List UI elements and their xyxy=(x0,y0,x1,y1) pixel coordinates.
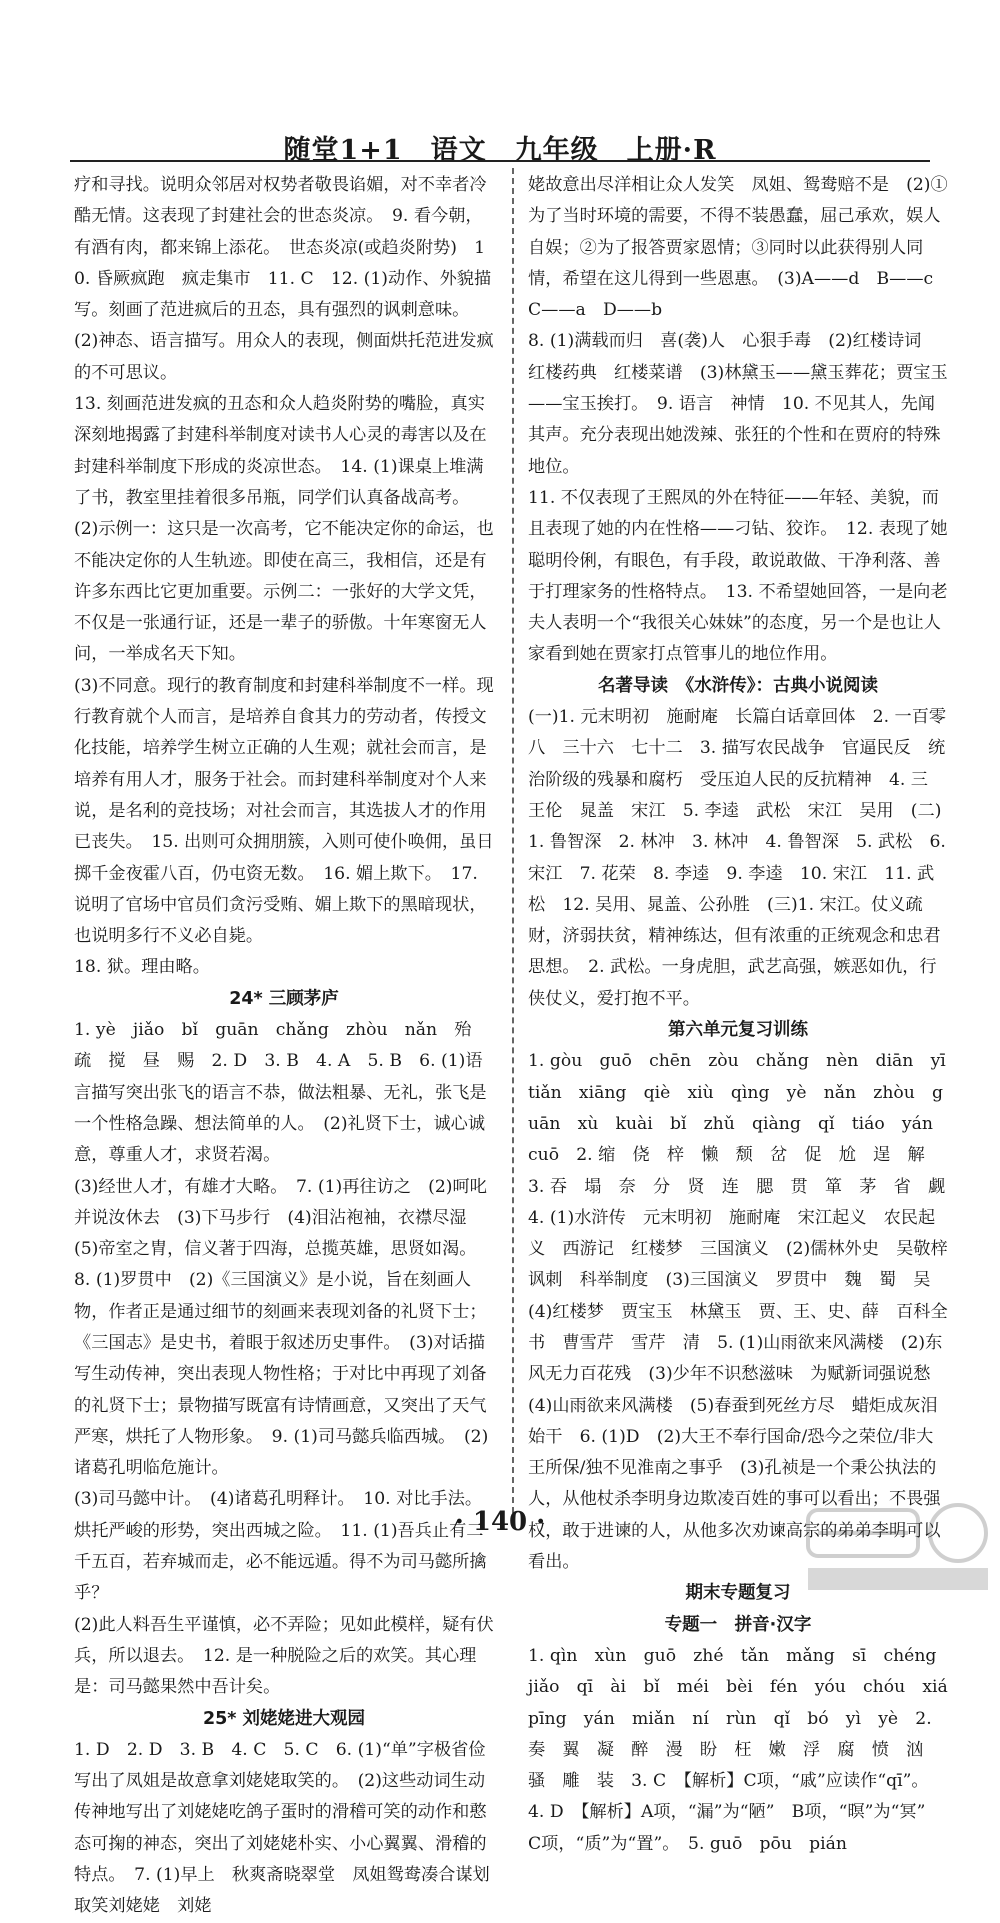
answer-paragraph: 8. (1)满载而归 喜(袭)人 心狠手毒 (2)红楼诗词 红楼药典 红楼菜谱 (3)林黛玉——黛玉葬花；贾宝玉——宝玉挨打。 9. 语言 神情 10. 不见其人，先闻其声。充分表现出她泼辣、张狂的个性和在贾府的特殊地位。 xyxy=(528,331,948,477)
section-title: 24* 三顾茅庐 xyxy=(229,988,339,1009)
header-rule xyxy=(70,160,930,162)
answer-paragraph: 疗和寻找。说明众邻居对权势者敬畏谄媚，对不幸者冷酷无情。这表现了封建社会的世态炎凉。 9. 看今朝，有酒有肉，都来锦上添花。 世态炎凉(或趋炎附势) 10. 昏厥疯跑 疯走集市 11. C 12. (1)动作、外貌描写。刻画了范进疯后的丑态，具有强烈的讽刺意味。 (2)神态、语言描写。用众人的表现，侧面烘托范进发疯的不可思议。 xyxy=(74,175,494,383)
answer-paragraph: (3)经世人才，有雄才大略。 7. (1)再往访之 (2)呵叱并说汝休去 (3)下马步行 (4)泪沾袍袖，衣襟尽湿 (5)帝室之胄，信义著于四海，总揽英雄，思贤如渴。 xyxy=(74,1176,487,1260)
answer-paragraph: (一)1. 元末明初 施耐庵 长篇白话章回体 2. 一百零八 三十六 七十二 3. 描写农民战争 官逼民反 统治阶级的残暴和腐朽 受压迫人民的反抗精神 4. 三 王伦 晁盖 宋江 5. 李逵 武松 宋江 吴用 (二)1. 鲁智深 2. 林冲 3. 林冲 4. 鲁智深 5. 武松 6. 宋江 7. 花荣 8. 李逵 9. 李逵 10. 宋江 11. 武松 12. 吴用、晁盖、公孙胜 (三)1. 宋江。仗义疏财，济弱扶贫，精神练达，但有浓重的正统观念和忠君思想。 2. 武松。一身虎胆，武艺高强，嫉恶如仇，行侠仗义，爱打抱不平。 xyxy=(528,707,947,1009)
page-header: 随堂1+1 语文 九年级 上册·R xyxy=(283,135,717,166)
answer-paragraph: 1. gòu guō chēn zòu chǎng nèn diān yī tiǎn xiāng qiè xiù qìng yè nǎn zhòu guān xù kuài bǐ zhǔ qiàng qǐ tiáo yán cuō 2. 缩 侥 梓 懒 颓 岔 促 尬 逞 解 3. 吞 塌 奈 分 贤 连 腮 贯 箪 茅 省 觑 4. (1)水浒传 元末明初 施耐庵 宋江起义 农民起义 西游记 红楼梦 三国演义 (2)儒林外史 吴敬梓 讽刺 科举制度 (3)三国演义 罗贯中 魏 蜀 吴 (4)红楼梦 贾宝玉 林黛玉 贾、王、史、薛 百科全书 曹雪芹 雪芹 清 5. (1)山雨欲来风满楼 (2)东风无力百花残 (3)少年不识愁滋味 为赋新词强说愁 (4)山雨欲来风满楼 (5)春蚕到死丝方尽 蜡炬成灰泪始干 6. (1)D (2)大王不奉行国命/恐今之荣位/非大王所保/独不见淮南之事乎 (3)孔祯是一个秉公执法的人，从他杖杀李明身边欺凌百姓的事可以看出；不畏强权，敢于进谏的人，从他多次劝谏高宗的弟弟李明可以看出。 xyxy=(528,1051,965,1573)
answer-paragraph: (3)司马懿中计。 (4)诸葛孔明释计。 10. 对比手法。烘托严峻的形势，突出西城之险。 11. (1)吾兵止有二千五百，若弃城而走，必不能远遁。得不为司马懿所擒乎？ xyxy=(74,1489,487,1604)
page-number: · 140 · xyxy=(454,1507,546,1537)
section-title: 第六单元复习训练 xyxy=(668,1020,808,1041)
answer-paragraph: 11. 不仅表现了王熙凤的外在特征——年轻、美貌，而且表现了她的内在性格——刁钻、狡诈。 12. 表现了她聪明伶俐，有眼色，有手段，敢说敢做、干净利落、善于打理家务的性格特点。 13. 不希望她回答，一是向老夫人表明一个“我很关心妹妹”的态度，另一个是也让人家看到她在贾家打点管事儿的地位作用。 xyxy=(528,487,948,665)
answer-paragraph: 1. yè jiǎo bǐ guān chǎng zhòu nǎn 殆 疏 搅 昼 赐 2. D 3. B 4. A 5. B 6. (1)语言描写突出张飞的语言不恭，做法粗暴、无礼，张飞是一个性格急躁、想法简单的人。 (2)礼贤下士，诚心诚意，尊重人才，求贤若渴。 xyxy=(74,1020,489,1166)
left-column xyxy=(74,170,494,1923)
answer-paragraph: 姥故意出尽洋相让众人发笑 凤姐、鸳鸯赔不是 (2)①为了当时环境的需要，不得不装愚蠢，屈己承欢，娱人自娱；②为了报答贾家恩情；③同时以此获得别人同情，希望在这儿得到一些恩惠。 (3)A——d B——c C——a D——b xyxy=(528,175,951,321)
answer-paragraph: 8. (1)罗贯中 (2)《三国演义》是小说，旨在刻画人物，作者正是通过细节的刻画来表现刘备的礼贤下士；《三国志》是史书，着眼于叙述历史事件。 (3)对话描写生动传神，突出表现人物性格；于对比中再现了刘备的礼贤下士；景物描写既富有诗情画意，又突出了天气严寒，烘托了人物形象。 9. (1)司马懿兵临西城。 (2)诸葛孔明临危施计。 xyxy=(74,1270,489,1479)
section-title: 25* 刘姥姥进大观园 xyxy=(202,1708,366,1729)
section-title: 名著导读 《水浒传》：古典小说阅读 xyxy=(598,675,878,696)
answer-paragraph: 13. 刻画范进发疯的丑态和众人趋炎附势的嘴脸，真实深刻地揭露了封建科举制度对读书人心灵的毒害以及在封建科举制度下形成的炎凉世态。 14. (1)课桌上堆满了书，教室里挂着很多吊瓶，同学们认真备战高考。 (2)示例一：这只是一次高考，它不能决定你的命运，也不能决定你的人生轨迹。即使在高三，我相信，还是有许多东西比它更加重要。示例二：一张好的大学文凭，不仅是一张通行证，还是一辈子的骄傲。十年寒窗无人问，一举成名天下知。 xyxy=(74,394,494,665)
answer-paragraph: 1. qìn xùn guō zhé tǎn mǎng sī chéng jiǎo qī ài bǐ méi bèi fén yóu chóu xiá pīng yán miǎn ní rùn qǐ bó yì yè 2. 奏 翼 凝 醉 漫 盼 枉 嫩 浮 腐 愤 汹 骚 雕 装 3. C 【解析】C项，“戚”应读作“qī”。 4. D 【解析】A项，“漏”为“陋” B项，“暝”为“冥” C项，“质”为“置”。 5. guō pōu pián xyxy=(528,1645,965,1854)
section-title: 期末专题复习 xyxy=(685,1583,791,1604)
answer-paragraph: (3)不同意。现行的教育制度和封建科举制度不一样。现行教育就个人而言，是培养自食其力的劳动者，传授文化技能，培养学生树立正确的人生观；就社会而言，是培养有用人才，服务于社会。而封建科举制度对个人来说，是名利的竞技场；对社会而言，其选拔人才的作用已丧失。 15. 出则可众拥朋簇，入则可使仆唤佣，虽日掷千金夜霍八百，仍屯资无数。 16. 媚上欺下。 17. 说明了官场中官员们贪污受贿、媚上欺下的黑暗现状，也说明多行不义必自毙。 xyxy=(74,675,494,947)
answer-paragraph: 18. 狱。理由略。 xyxy=(74,957,210,978)
answer-paragraph: (2)此人料吾生平谨慎，必不弄险；见如此模样，疑有伏兵，所以退去。 12. 是一种脱险之后的欢笑。其心理是：司马懿果然中吾计矣。 xyxy=(74,1614,494,1698)
watermark-logo xyxy=(798,1498,998,1598)
answer-paragraph: 1. D 2. D 3. B 4. C 5. C 6. (1)“单”字极省俭写出了凤姐是故意拿刘姥姥取笑的。 (2)这些动词生动传神地写出了刘姥姥吃鸽子蛋时的滑稽可笑的动作和憨态可掬的神态，突出了刘姥姥朴实、小心翼翼、滑稽的特点。 7. (1)早上 秋爽斋晓翠堂 凤姐鸳鸯凑合谋划取笑刘姥姥 刘姥 xyxy=(74,1739,490,1917)
section-title: 专题一 拼音·汉字 xyxy=(664,1614,812,1635)
column-divider xyxy=(512,168,514,1513)
right-column xyxy=(528,170,965,1860)
